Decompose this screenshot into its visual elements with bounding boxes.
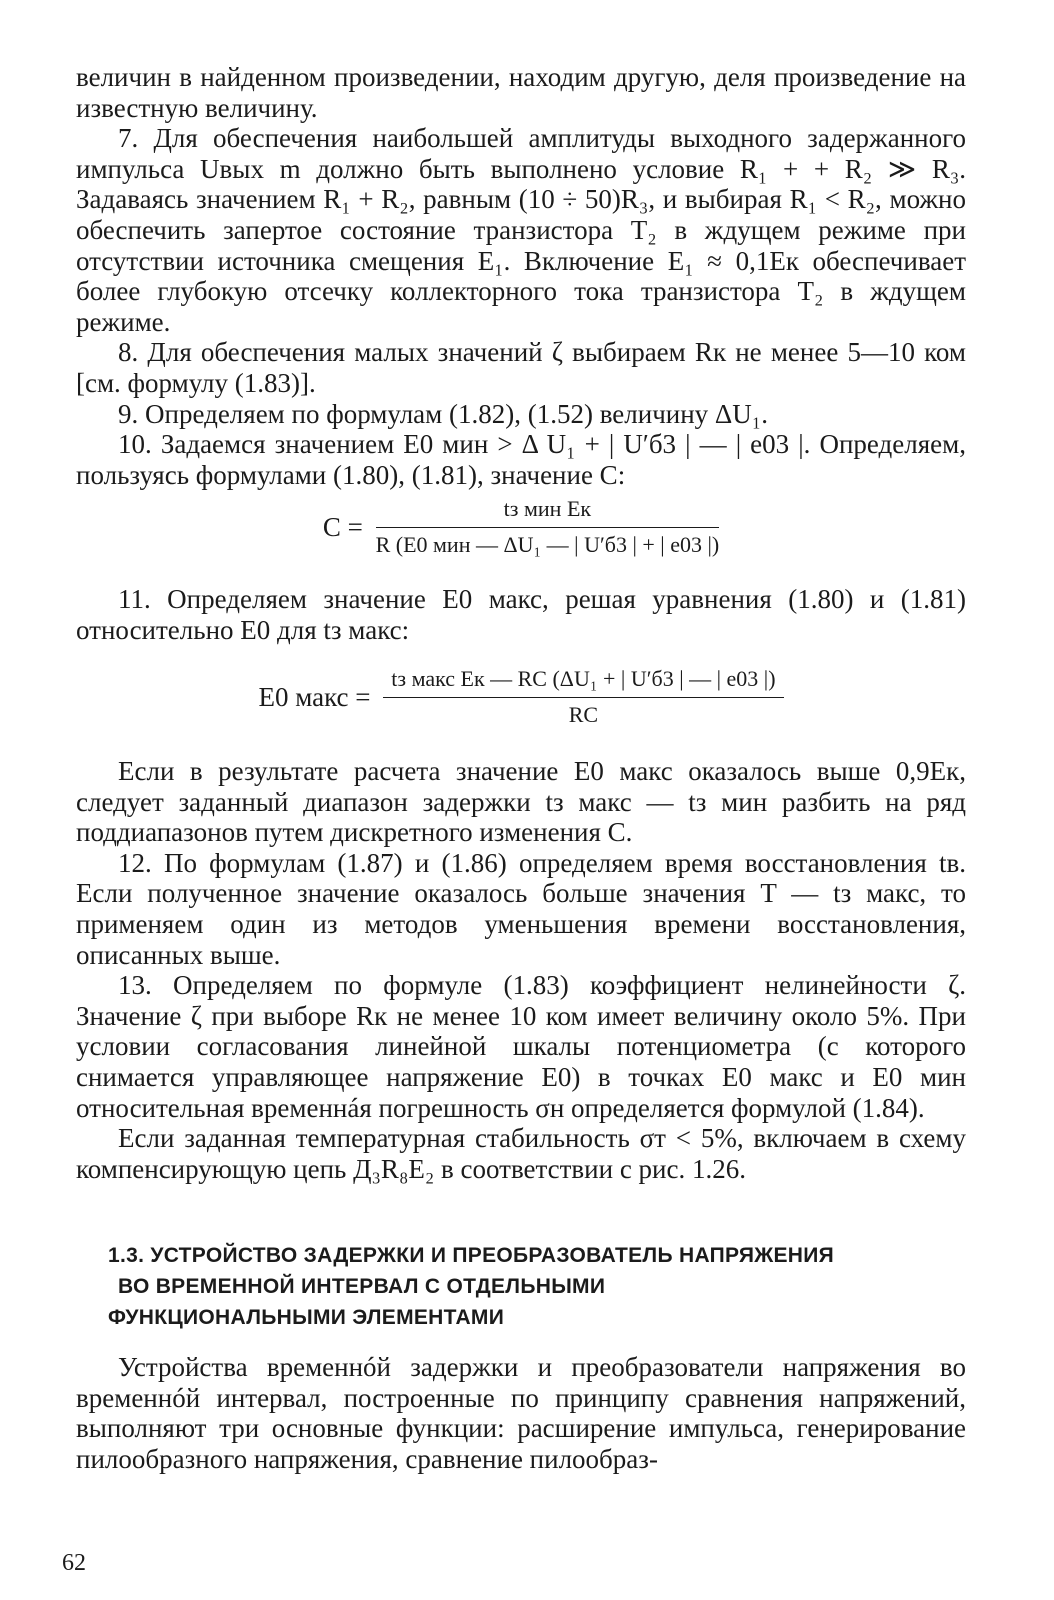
paragraph-intro: Устройства временнóй задержки и преобразователи напряжения во временнóй интервал, построенные по принципу сравнения напряжений, выполняют три основные функции: расширение импульса, генерирование пилообразного напряжения, сравнение пилообраз- [76,1352,966,1474]
text-block-last [76,1352,966,1474]
paragraph-step-12: 12. По формулам (1.87) и (1.86) определяем время восстановления tв. Если полученное значение оказалось больше значения T — tз макс, то применяем один из методов уменьшения времени восстановления, описанных выше. [76,847,966,970]
paragraph-step-10: 10. Задаемся значением E0 мин > Δ U₁ + | U′б3 | — | e03 |. Определяем, пользуясь формулами (1.80), (1.81), значение C: [76,429,966,490]
paragraph-range-note: Если в результате расчета значение E0 макс оказалось выше 0,9Eк, следует заданный диапазон задержки tз макс — tз мин разбить на ряд поддиапазонов путем дискретного изменения C. [76,756,966,848]
formula-capacitance [76,494,966,560]
page-number: 62 [62,1550,86,1576]
formula-e-denominator: RC [568,701,599,727]
formula-emax [76,664,966,730]
heading-line-3: ФУНКЦИОНАЛЬНЫМИ ЭЛЕМЕНТАМИ [108,1306,505,1329]
paragraph-temperature: Если заданная температурная стабильность σт < 5%, включаем в схему компенсирующую цепь Д₃R₈E₂ в соответствии с рис. 1.26. [76,1123,966,1184]
heading-line-1: 1.3. УСТРОЙСТВО ЗАДЕРЖКИ И ПРЕОБРАЗОВАТЕЛЬ НАПРЯЖЕНИЯ [108,1244,835,1267]
section-heading [108,1240,988,1333]
text-block-bottom [76,756,966,1184]
paragraph-step-11: 11. Определяем значение E0 макс, решая уравнения (1.80) и (1.81) относительно E0 для tз макс: [76,584,966,645]
heading-line-2: ВО ВРЕМЕННОЙ ИНТЕРВАЛ С ОТДЕЛЬНЫМИ [118,1275,606,1298]
formula-e-numerator: tз макс Eк — RC (ΔU₁ + | U′б3 | — | e03 |) [383,664,783,698]
formula-c-numerator: tз мин Eк [376,494,720,528]
formula-e-fraction [383,664,783,730]
paragraph-step-8: 8. Для обеспечения малых значений ζ выбираем Rк не менее 5—10 ком [см. формулу (1.83)]. [76,337,966,398]
formula-c-denominator: R (E0 мин — ΔU₁ — | U′б3 | + | e03 |) [375,531,720,557]
formula-c-lhs: C = [322,511,363,542]
paragraph-step-13: 13. Определяем по формуле (1.83) коэффициент нелинейности ζ. Значение ζ при выборе Rк не менее 10 ком имеет величину около 5%. При условии согласования линейной шкалы потенциометра (с которого снимается управляющее напряжение E0) в точках E0 макс и E0 мин относительная временнáя погрешность σн определяется формулой (1.84). [76,970,966,1123]
text-block-mid [76,584,966,645]
formula-e-lhs: E0 макс = [258,681,371,712]
paragraph-continuation: величин в найденном произведении, находим другую, деля произведение на известную величину. [76,62,966,123]
text-block-top [76,62,966,490]
paragraph-step-7: 7. Для обеспечения наибольшей амплитуды выходного задержанного импульса Uвых m должно быть выполнено условие R₁ + + R₂ ≫ R₃. Задаваясь значением R₁ + R₂, равным (10 ÷ 50)R₃, и выбирая R₁ < R₂, можно обеспечить запертое состояние транзистора Т₂ в ждущем режиме при отсутствии источника смещения E₁. Включение E₁ ≈ 0,1Eк обеспечивает более глубокую отсечку коллекторного тока транзистора Т₂ в ждущем режиме. [76,123,966,337]
formula-c-fraction [376,494,720,560]
paragraph-step-9: 9. Определяем по формулам (1.82), (1.52) величину ΔU₁. [118,398,768,429]
